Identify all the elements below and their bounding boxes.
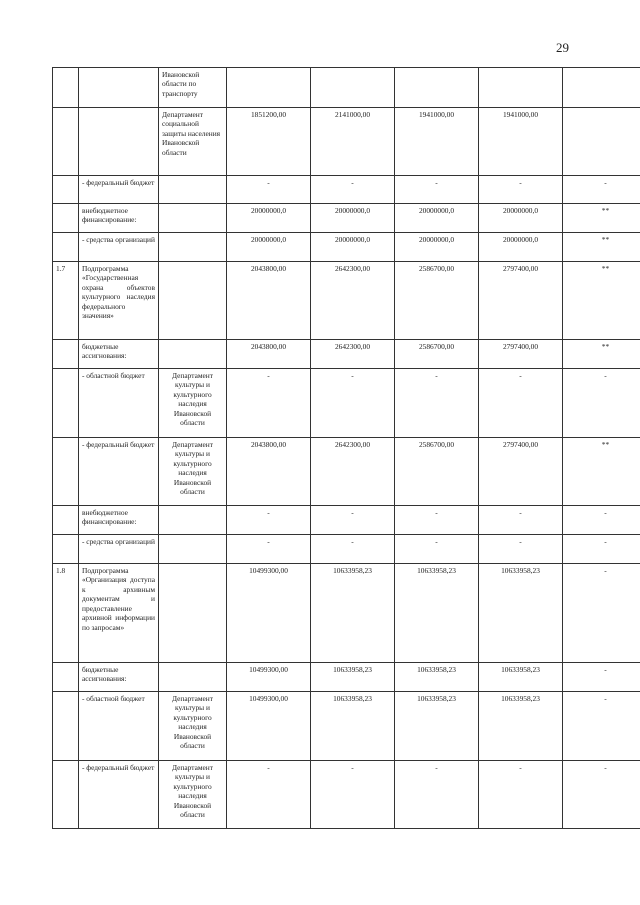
value-cell: ** bbox=[563, 262, 640, 340]
value-cell: - bbox=[227, 761, 311, 829]
value-cell: - bbox=[479, 369, 563, 438]
value-cell: - bbox=[311, 369, 395, 438]
value-cell: 2586700,00 bbox=[395, 340, 479, 369]
value-cell: - bbox=[563, 535, 640, 564]
row-name: Подпрограмма «Государственная охрана объектов культурного наследия федерального значения» bbox=[79, 262, 159, 340]
value-cell: - bbox=[227, 506, 311, 535]
value-cell: 20000000,0 bbox=[227, 204, 311, 233]
value-cell: 20000000,0 bbox=[479, 204, 563, 233]
table-row bbox=[53, 506, 640, 535]
row-number bbox=[53, 369, 79, 438]
value-cell: 2586700,00 bbox=[395, 262, 479, 340]
value-cell: - bbox=[311, 761, 395, 829]
row-executor bbox=[159, 176, 227, 204]
value-cell: 10633958,23 bbox=[395, 564, 479, 663]
table-row bbox=[53, 564, 640, 663]
value-cell: 2642300,00 bbox=[311, 438, 395, 506]
value-cell: 1851200,00 bbox=[227, 108, 311, 176]
row-executor: Департамент культуры и культурного наследия Ивановской области bbox=[159, 438, 227, 506]
row-name bbox=[79, 108, 159, 176]
row-number: 1.7 bbox=[53, 262, 79, 340]
row-name: бюджетные ассигнования: bbox=[79, 663, 159, 692]
value-cell: 20000000,0 bbox=[395, 204, 479, 233]
value-cell: 20000000,0 bbox=[311, 204, 395, 233]
value-cell: - bbox=[563, 564, 640, 663]
value-cell: - bbox=[311, 506, 395, 535]
page-number: 29 bbox=[556, 40, 569, 55]
table-row bbox=[53, 663, 640, 692]
row-executor bbox=[159, 233, 227, 262]
row-executor: Департамент культуры и культурного наследия Ивановской области bbox=[159, 369, 227, 438]
value-cell: 2586700,00 bbox=[395, 438, 479, 506]
row-number: 1.8 bbox=[53, 564, 79, 663]
row-name: - средства организаций bbox=[79, 233, 159, 262]
row-name: - областной бюджет bbox=[79, 692, 159, 761]
value-cell: 10633958,23 bbox=[479, 663, 563, 692]
value-cell: 10633958,23 bbox=[311, 663, 395, 692]
value-cell: - bbox=[227, 369, 311, 438]
row-number bbox=[53, 233, 79, 262]
value-cell: ** bbox=[563, 340, 640, 369]
row-name: бюджетные ассигнования: bbox=[79, 340, 159, 369]
value-cell: 10499300,00 bbox=[227, 692, 311, 761]
value-cell: 10633958,23 bbox=[479, 692, 563, 761]
value-cell: 2141000,00 bbox=[311, 108, 395, 176]
row-number bbox=[53, 438, 79, 506]
row-name: Подпрограмма «Организация доступа к архивным документам и предоставление архивной информации по запросам» bbox=[79, 564, 159, 663]
value-cell: 2797400,00 bbox=[479, 438, 563, 506]
value-cell: 10499300,00 bbox=[227, 663, 311, 692]
row-executor: Ивановской области по транспорту bbox=[159, 68, 227, 108]
value-cell: - bbox=[395, 506, 479, 535]
table-row bbox=[53, 340, 640, 369]
value-cell: 20000000,0 bbox=[311, 233, 395, 262]
value-cell: - bbox=[563, 369, 640, 438]
row-executor: Департамент культуры и культурного наследия Ивановской области bbox=[159, 692, 227, 761]
value-cell: - bbox=[395, 761, 479, 829]
budget-table bbox=[52, 67, 640, 829]
value-cell bbox=[227, 68, 311, 108]
value-cell bbox=[311, 68, 395, 108]
row-number bbox=[53, 204, 79, 233]
row-executor bbox=[159, 663, 227, 692]
value-cell: - bbox=[395, 535, 479, 564]
value-cell: 10633958,23 bbox=[395, 663, 479, 692]
value-cell: ** bbox=[563, 438, 640, 506]
row-number bbox=[53, 68, 79, 108]
value-cell: 10633958,23 bbox=[311, 564, 395, 663]
row-name: внебюджетное финансирование: bbox=[79, 204, 159, 233]
value-cell bbox=[479, 68, 563, 108]
value-cell: - bbox=[227, 176, 311, 204]
table-row bbox=[53, 369, 640, 438]
row-number bbox=[53, 535, 79, 564]
row-name bbox=[79, 68, 159, 108]
value-cell: ** bbox=[563, 233, 640, 262]
row-executor bbox=[159, 340, 227, 369]
table-row bbox=[53, 68, 640, 108]
table-row bbox=[53, 108, 640, 176]
table-row bbox=[53, 438, 640, 506]
value-cell: 20000000,0 bbox=[227, 233, 311, 262]
value-cell: 2642300,00 bbox=[311, 262, 395, 340]
value-cell: - bbox=[479, 761, 563, 829]
row-name: - федеральный бюджет bbox=[79, 761, 159, 829]
table-row bbox=[53, 692, 640, 761]
row-executor: Департамент культуры и культурного наследия Ивановской области bbox=[159, 761, 227, 829]
value-cell: 2797400,00 bbox=[479, 340, 563, 369]
value-cell: - bbox=[227, 535, 311, 564]
value-cell: - bbox=[563, 692, 640, 761]
value-cell: 2797400,00 bbox=[479, 262, 563, 340]
value-cell: 1941000,00 bbox=[395, 108, 479, 176]
row-number bbox=[53, 340, 79, 369]
table-row bbox=[53, 535, 640, 564]
value-cell: - bbox=[479, 535, 563, 564]
row-name: внебюджетное финансирование: bbox=[79, 506, 159, 535]
row-number bbox=[53, 761, 79, 829]
row-number bbox=[53, 692, 79, 761]
value-cell: - bbox=[479, 176, 563, 204]
value-cell bbox=[395, 68, 479, 108]
row-number bbox=[53, 108, 79, 176]
value-cell: 10633958,23 bbox=[311, 692, 395, 761]
value-cell: - bbox=[311, 535, 395, 564]
row-executor bbox=[159, 564, 227, 663]
row-name: - областной бюджет bbox=[79, 369, 159, 438]
row-executor bbox=[159, 262, 227, 340]
row-name: - средства организаций bbox=[79, 535, 159, 564]
value-cell: - bbox=[395, 369, 479, 438]
value-cell: 2043800,00 bbox=[227, 262, 311, 340]
value-cell bbox=[563, 68, 640, 108]
value-cell: 2043800,00 bbox=[227, 340, 311, 369]
row-number bbox=[53, 506, 79, 535]
value-cell: - bbox=[479, 506, 563, 535]
row-executor bbox=[159, 506, 227, 535]
table-row bbox=[53, 233, 640, 262]
table-row bbox=[53, 262, 640, 340]
value-cell: 10633958,23 bbox=[395, 692, 479, 761]
value-cell: 10499300,00 bbox=[227, 564, 311, 663]
value-cell bbox=[563, 108, 640, 176]
value-cell: - bbox=[395, 176, 479, 204]
table-row bbox=[53, 761, 640, 829]
row-name: - федеральный бюджет bbox=[79, 176, 159, 204]
value-cell: - bbox=[563, 761, 640, 829]
value-cell: 2043800,00 bbox=[227, 438, 311, 506]
value-cell: - bbox=[563, 176, 640, 204]
table-row bbox=[53, 204, 640, 233]
table-row bbox=[53, 176, 640, 204]
value-cell: 1941000,00 bbox=[479, 108, 563, 176]
row-number bbox=[53, 176, 79, 204]
row-name: - федеральный бюджет bbox=[79, 438, 159, 506]
value-cell: - bbox=[563, 663, 640, 692]
value-cell: - bbox=[563, 506, 640, 535]
row-number bbox=[53, 663, 79, 692]
value-cell: 20000000,0 bbox=[479, 233, 563, 262]
row-executor bbox=[159, 204, 227, 233]
value-cell: 2642300,00 bbox=[311, 340, 395, 369]
value-cell: - bbox=[311, 176, 395, 204]
row-executor: Департамент социальной защиты населения Ивановской области bbox=[159, 108, 227, 176]
value-cell: 10633958,23 bbox=[479, 564, 563, 663]
value-cell: ** bbox=[563, 204, 640, 233]
row-executor bbox=[159, 535, 227, 564]
value-cell: 20000000,0 bbox=[395, 233, 479, 262]
